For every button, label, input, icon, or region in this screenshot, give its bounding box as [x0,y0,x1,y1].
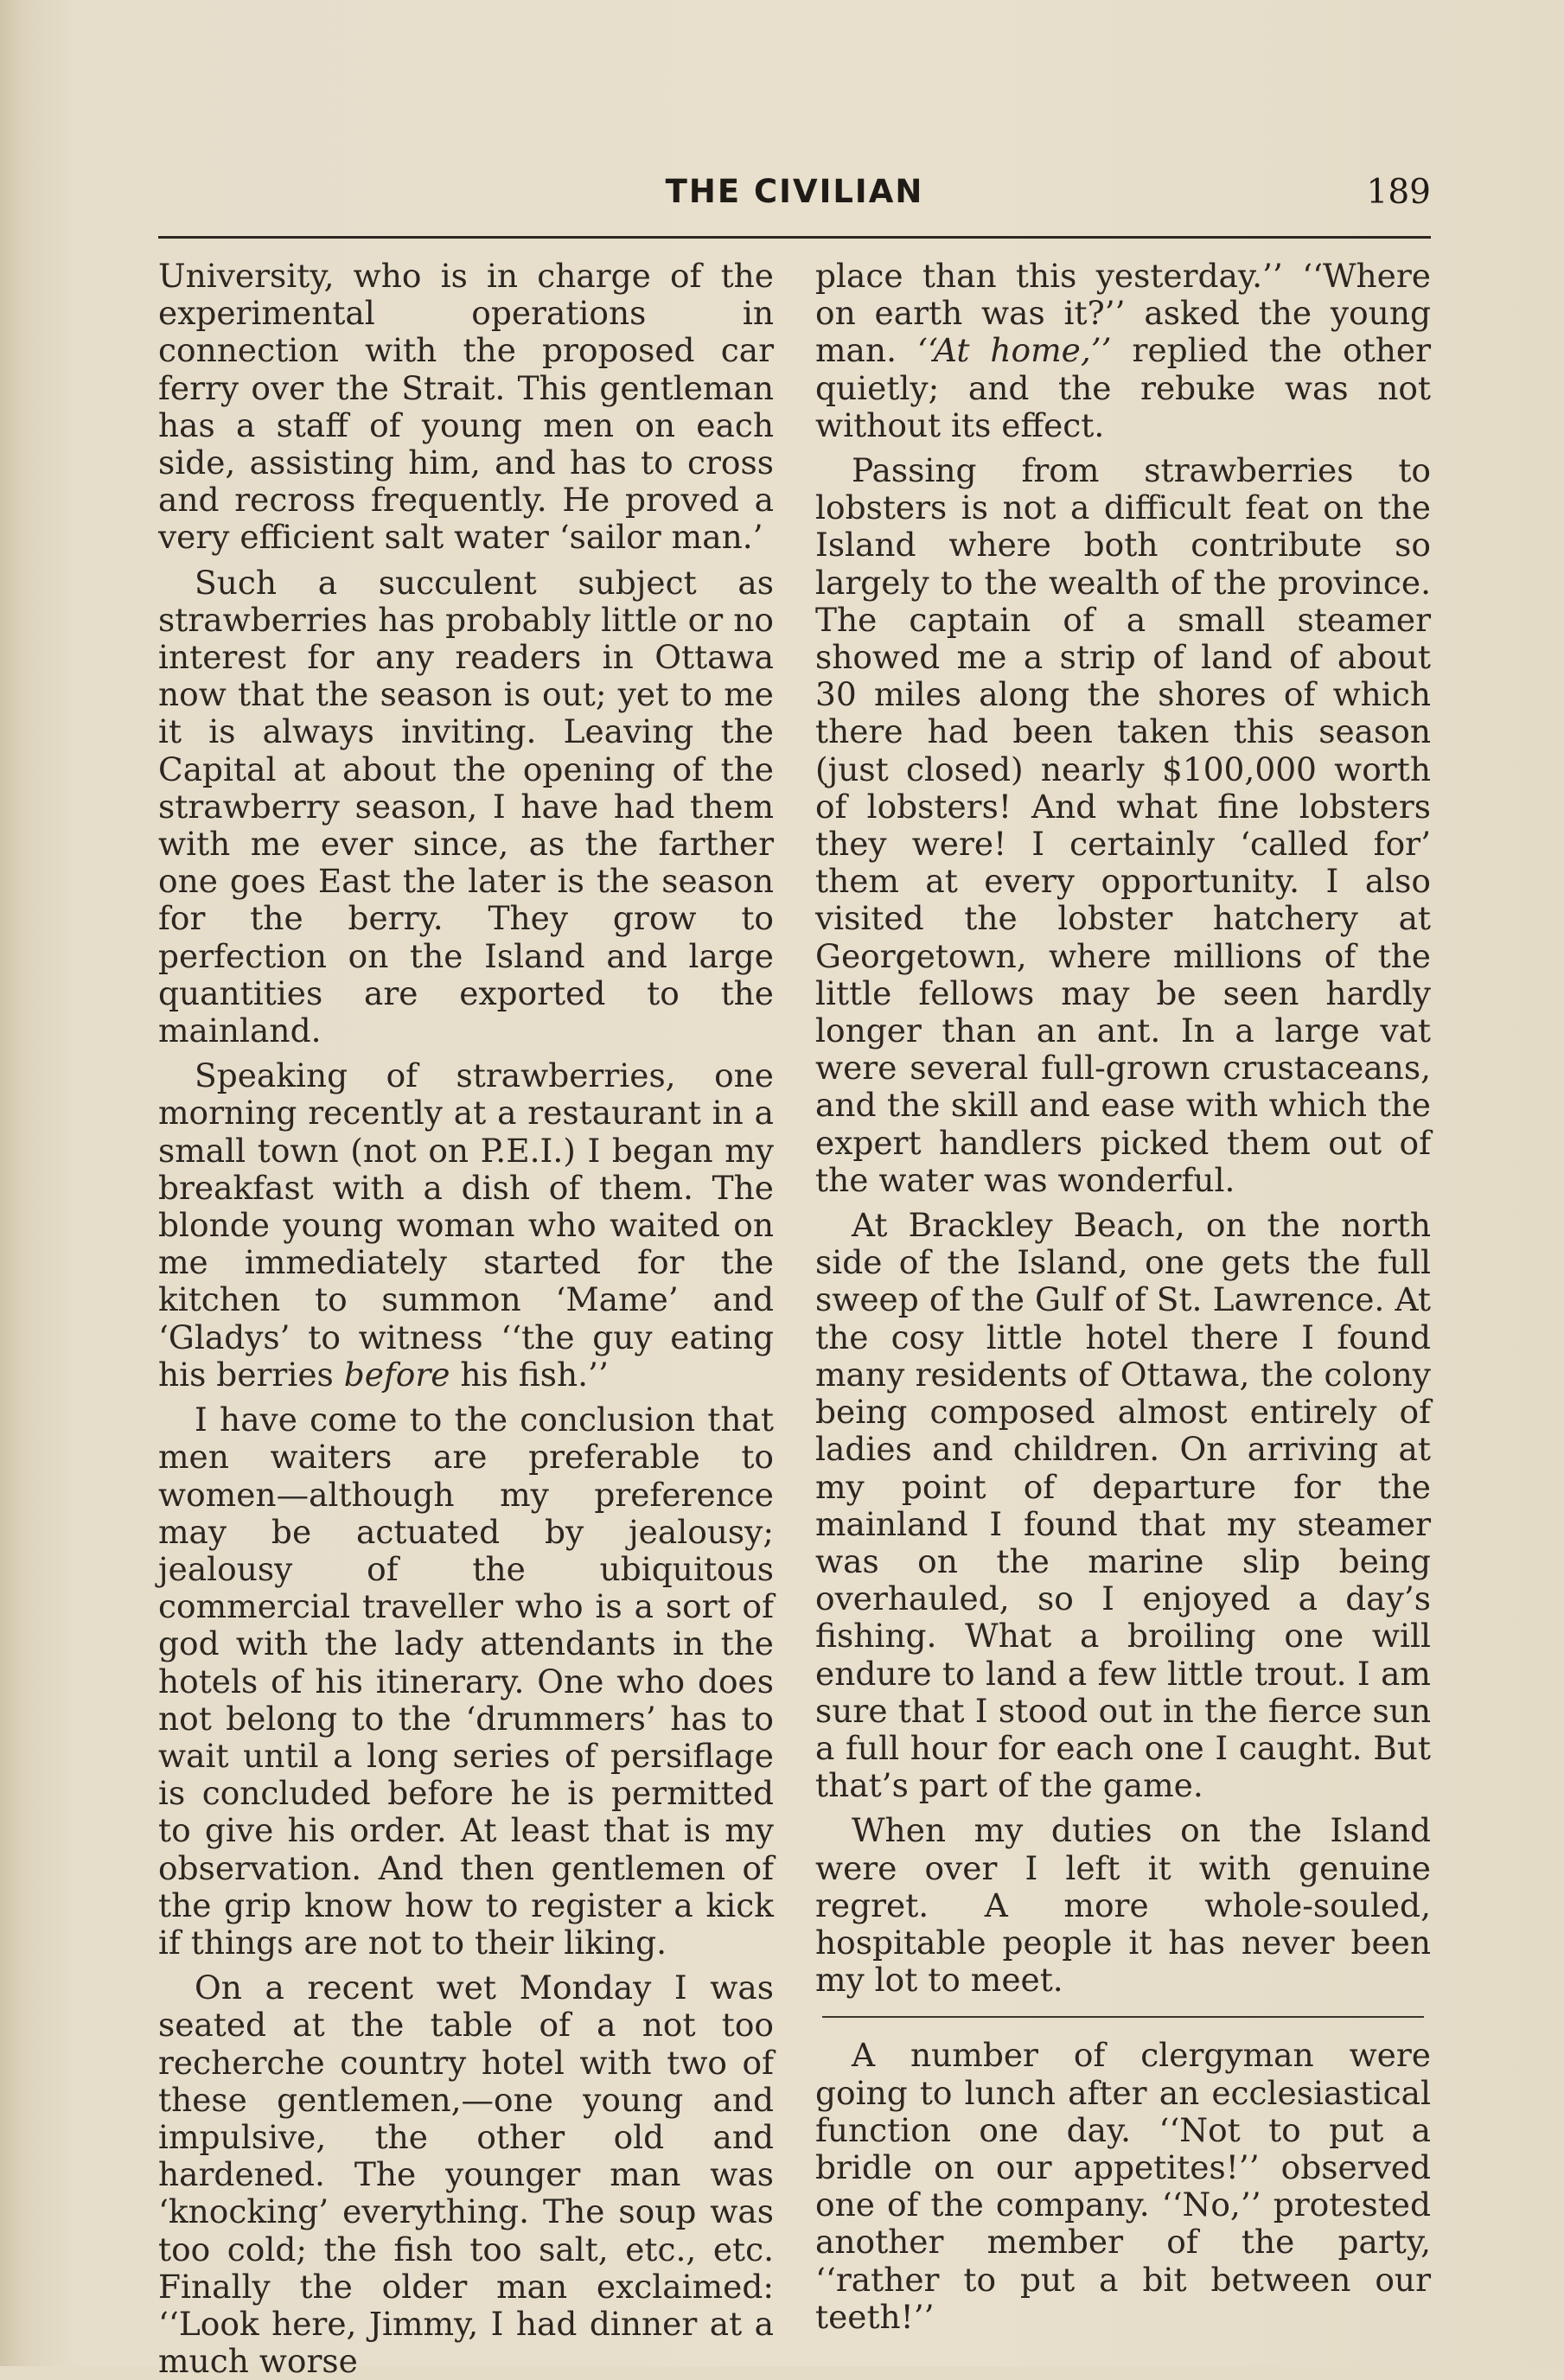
paragraph-text: replied the other quietly; and the rebuke was not without its effect. [815,331,1431,444]
paragraph: Such a succulent subject as strawberries has probably little or no interest for any readers in Ottawa now that the season is out; yet to me it is always inviting. Leaving the Capital at about the opening of the strawberry season, I have had them with me ever since, as the farther one goes East the later is the season for the berry. They grow to perfection on the Island and large quantities are exported to the mainland. [158,563,774,1050]
italic-text: before [343,1355,450,1394]
page-number: 189 [1366,173,1431,212]
paragraph-text: Speaking of strawberries, one morning recently at a restaurant in a small town (not on P.E.I.) I began my breakfast with a dish of them. The blonde young woman who waited on me immediately started for the kitchen to summon ‘Mame’ and ‘Gladys’ to witness ‘‘the guy eating his berries [158,1056,774,1394]
header-rule [158,236,1431,239]
paragraph: On a recent wet Monday I was seated at the table of a not too recherche country hotel with two of these gentlemen,—one young and impulsive, the other old and hardened. The younger man was ‘knocking’ everything. The soup was too cold; the fish too salt, etc., etc. Finally the older man exclaimed: ‘‘Look here, Jimmy, I had dinner at a much worse [158,1968,774,2380]
paragraph: Passing from strawberries to lobsters is not a difficult feat on the Island where both contribute so largely to the wealth of the province. The captain of a small steamer showed me a strip of land of about 30 miles along the shores of which there had been taken this season (just closed) nearly $100,000 worth of lobsters! And what fine lobsters they were! I certainly ‘called for’ them at every opportunity. I also visited the lobster hatchery at Georgetown, where millions of the little fellows may be seen hardly longer than an ant. In a large vat were several full-grown crustaceans, and the skill and ease with which the expert handlers picked them out of the water was wonderful. [815,451,1431,1199]
running-title: THE CIVILIAN [665,173,924,210]
paragraph: University, who is in charge of the experimental operations in connection with the proposed car ferry over the Strait. This gentleman has a staff of young men on each side, assisting him, and has to cross and recross frequently. He proved a very efficient salt water ‘sailor man.’ [158,257,774,557]
italic-text: ‘‘At home,’’ [916,331,1112,370]
left-column [158,258,774,2380]
paragraph: A number of clergyman were going to lunch after an ecclesiastical function one day. ‘‘Not to put a bridle on our appetites!’’ observed one of the company. ‘‘No,’’ protested another member of the party, ‘‘rather to put a bit between our teeth!’’ [815,2036,1431,2336]
page-header [158,173,1431,235]
paragraph-text: place than this yesterday.’’ ‘‘Where on earth was it?’’ asked the young man. [815,257,1431,370]
paragraph [815,258,1431,444]
paragraph: I have come to the conclusion that men waiters are preferable to women—although my preference may be actuated by jealousy; jealousy of the ubiquitous commercial traveller who is a sort of god with the lady attendants in the hotels of his itinerary. One who does not belong to the ‘drummers’ has to wait until a long series of persiflage is concluded before he is permitted to give his order. At least that is my observation. And then gentlemen of the grip know how to register a kick if things are not to their liking. [158,1401,774,1962]
paragraph [158,1057,774,1394]
right-column [815,258,1431,2336]
paragraph: When my duties on the Island were over I left it with genuine regret. A more whole-souled, hospitable people it has never been my lot to meet. [815,1811,1431,2000]
section-divider [822,2016,1424,2018]
paragraph-text: his fish.’’ [460,1355,609,1394]
paragraph: At Brackley Beach, on the north side of the Island, one gets the full sweep of the Gulf of St. Lawrence. At the cosy little hotel there I found many residents of Ottawa, the colony being composed almost entirely of ladies and children. On arriving at my point of departure for the mainland I found that my steamer was on the marine slip being overhauled, so I enjoyed a day’s fishing. What a broiling one will endure to land a few little trout. I am sure that I stood out in the fierce sun a full hour for each one I caught. But that’s part of the game. [815,1206,1431,1805]
